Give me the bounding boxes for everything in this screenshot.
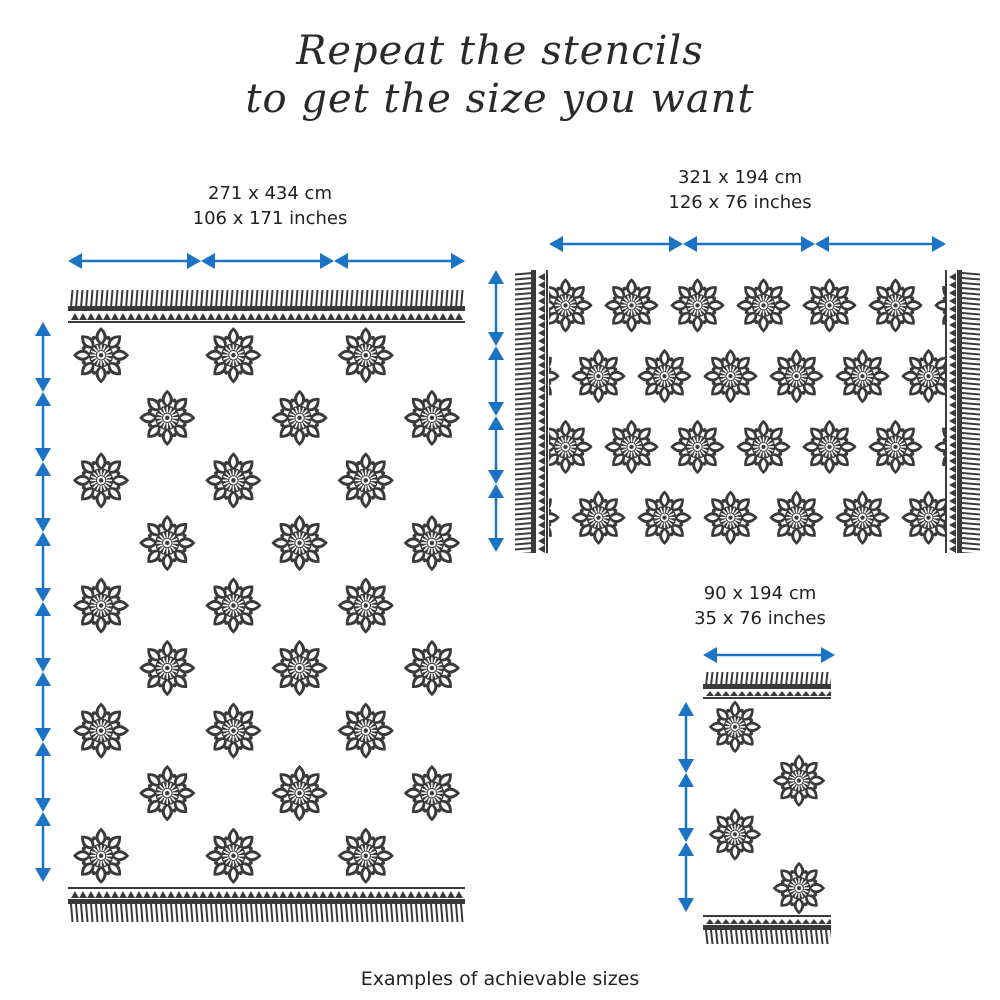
double-arrow-icon — [678, 842, 694, 912]
caption: Examples of achievable sizes — [360, 968, 640, 990]
small-rug-inches: 35 x 76 inches — [694, 608, 826, 629]
wide-rug-cm: 321 x 194 cm — [678, 167, 802, 188]
double-arrow-icon — [683, 236, 815, 252]
double-arrow-icon — [488, 346, 504, 416]
wide-rug-inches: 126 x 76 inches — [668, 192, 812, 213]
heading-line-2: to get the size you want — [245, 76, 755, 122]
double-arrow-icon — [678, 702, 694, 773]
double-arrow-icon — [488, 416, 504, 484]
double-arrow-icon — [35, 742, 51, 812]
large-rug-cm: 271 x 434 cm — [208, 183, 332, 204]
heading-line-1: Repeat the stencils — [296, 28, 704, 74]
small-rug-cm: 90 x 194 cm — [703, 583, 817, 604]
double-arrow-icon — [815, 236, 946, 252]
large-rug-inches: 106 x 171 inches — [192, 208, 348, 229]
double-arrow-icon — [549, 236, 683, 252]
double-arrow-icon — [35, 392, 51, 462]
double-arrow-icon — [35, 462, 51, 532]
double-arrow-icon — [678, 773, 694, 842]
double-arrow-icon — [488, 270, 504, 346]
double-arrow-icon — [68, 253, 201, 269]
double-arrow-icon — [488, 484, 504, 552]
double-arrow-icon — [703, 647, 835, 663]
double-arrow-icon — [201, 253, 334, 269]
double-arrow-icon — [35, 812, 51, 882]
double-arrow-icon — [334, 253, 465, 269]
double-arrow-icon — [35, 322, 51, 392]
double-arrow-icon — [35, 672, 51, 742]
double-arrow-icon — [35, 532, 51, 602]
double-arrow-icon — [35, 602, 51, 672]
